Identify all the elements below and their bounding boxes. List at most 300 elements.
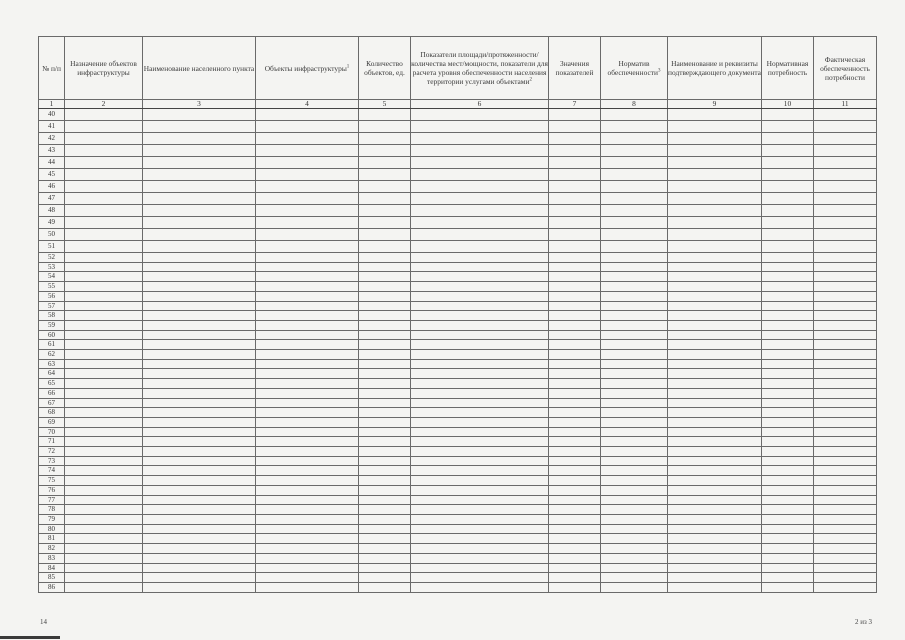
table-cell: [65, 121, 143, 133]
table-row: [39, 408, 877, 418]
table-cell: [359, 311, 411, 321]
table-cell: [762, 320, 814, 330]
row-number: 50: [39, 229, 65, 241]
table-cell: [762, 330, 814, 340]
table-cell: [814, 437, 877, 447]
table-cell: [143, 241, 256, 253]
table-cell: [549, 466, 601, 476]
table-cell: [359, 193, 411, 205]
table-cell: [762, 553, 814, 563]
table-cell: [359, 495, 411, 505]
table-cell: [359, 456, 411, 466]
row-number: 64: [39, 369, 65, 379]
table-cell: [411, 437, 549, 447]
table-cell: [814, 505, 877, 515]
table-cell: [65, 447, 143, 457]
table-row: [39, 340, 877, 350]
table-cell: [143, 534, 256, 544]
table-cell: [411, 133, 549, 145]
table-cell: [549, 524, 601, 534]
table-cell: [668, 379, 762, 389]
table-cell: [411, 388, 549, 398]
table-cell: [65, 456, 143, 466]
table-cell: [668, 181, 762, 193]
row-number: 51: [39, 241, 65, 253]
table-cell: [411, 311, 549, 321]
table-cell: [601, 398, 668, 408]
table-cell: [65, 272, 143, 282]
table-cell: [256, 320, 359, 330]
table-cell: [549, 359, 601, 369]
table-cell: [65, 505, 143, 515]
column-number: 7: [549, 100, 601, 109]
table-cell: [359, 253, 411, 263]
table-cell: [762, 427, 814, 437]
row-number: 54: [39, 272, 65, 282]
table-cell: [65, 514, 143, 524]
table-cell: [65, 169, 143, 181]
table-cell: [411, 417, 549, 427]
table-cell: [814, 524, 877, 534]
table-cell: [549, 109, 601, 121]
table-cell: [143, 282, 256, 292]
row-number: 42: [39, 133, 65, 145]
table-cell: [359, 544, 411, 554]
table-cell: [549, 320, 601, 330]
table-cell: [668, 311, 762, 321]
table-cell: [549, 505, 601, 515]
table-cell: [143, 205, 256, 217]
row-number: 74: [39, 466, 65, 476]
table-cell: [65, 241, 143, 253]
table-cell: [65, 563, 143, 573]
table-cell: [143, 476, 256, 486]
table-row: [39, 495, 877, 505]
table-cell: [143, 133, 256, 145]
row-number: 40: [39, 109, 65, 121]
table-cell: [143, 320, 256, 330]
table-cell: [549, 262, 601, 272]
table-cell: [814, 408, 877, 418]
table-cell: [668, 350, 762, 360]
table-cell: [668, 369, 762, 379]
table-cell: [668, 193, 762, 205]
table-row: [39, 573, 877, 583]
row-number: 45: [39, 169, 65, 181]
table-row: [39, 563, 877, 573]
table-cell: [65, 544, 143, 554]
table-cell: [143, 495, 256, 505]
header-supply-norm: Норматив обеспеченности$^3$: [601, 37, 668, 100]
table-cell: [814, 340, 877, 350]
table-cell: [668, 320, 762, 330]
table-cell: [762, 534, 814, 544]
table-cell: [814, 301, 877, 311]
table-row: [39, 369, 877, 379]
table-cell: [668, 485, 762, 495]
table-cell: [359, 582, 411, 592]
table-cell: [601, 379, 668, 389]
table-row: [39, 350, 877, 360]
table-row: [39, 320, 877, 330]
row-number: 82: [39, 544, 65, 554]
table-cell: [359, 109, 411, 121]
table-cell: [65, 330, 143, 340]
table-cell: [762, 495, 814, 505]
table-cell: [814, 229, 877, 241]
table-cell: [65, 217, 143, 229]
table-cell: [359, 514, 411, 524]
table-cell: [256, 193, 359, 205]
sheet-indicator: 2 из 3: [855, 618, 873, 626]
row-number: 69: [39, 417, 65, 427]
table-row: [39, 262, 877, 272]
table-cell: [814, 121, 877, 133]
table-cell: [411, 582, 549, 592]
table-cell: [814, 447, 877, 457]
table-cell: [359, 157, 411, 169]
table-row: [39, 485, 877, 495]
table-cell: [814, 350, 877, 360]
table-cell: [668, 157, 762, 169]
table-cell: [601, 193, 668, 205]
table-cell: [814, 582, 877, 592]
column-number: 6: [411, 100, 549, 109]
table-cell: [411, 544, 549, 554]
table-cell: [256, 505, 359, 515]
table-cell: [256, 456, 359, 466]
table-cell: [65, 553, 143, 563]
table-cell: [668, 359, 762, 369]
table-cell: [359, 427, 411, 437]
table-cell: [668, 495, 762, 505]
table-cell: [411, 181, 549, 193]
row-number: 61: [39, 340, 65, 350]
table-cell: [601, 417, 668, 427]
table-cell: [256, 476, 359, 486]
table-cell: [143, 553, 256, 563]
table-row: [39, 229, 877, 241]
table-cell: [762, 311, 814, 321]
table-cell: [814, 282, 877, 292]
table-cell: [549, 456, 601, 466]
row-number: 67: [39, 398, 65, 408]
table-cell: [411, 145, 549, 157]
table-cell: [601, 437, 668, 447]
table-cell: [359, 369, 411, 379]
table-cell: [256, 514, 359, 524]
row-number: 60: [39, 330, 65, 340]
table-cell: [65, 485, 143, 495]
table-row: [39, 447, 877, 457]
table-cell: [256, 427, 359, 437]
table-cell: [762, 205, 814, 217]
table-cell: [668, 340, 762, 350]
table-cell: [256, 534, 359, 544]
table-cell: [411, 466, 549, 476]
table-cell: [65, 582, 143, 592]
table-cell: [549, 379, 601, 389]
table-body: [39, 109, 877, 593]
table-row: [39, 253, 877, 263]
table-cell: [762, 408, 814, 418]
table-row: [39, 181, 877, 193]
table-cell: [668, 262, 762, 272]
table-cell: [549, 553, 601, 563]
table-cell: [814, 133, 877, 145]
table-row: [39, 311, 877, 321]
table-cell: [256, 229, 359, 241]
table-cell: [814, 253, 877, 263]
row-number: 66: [39, 388, 65, 398]
header-normative-need: Нормативная потребность: [762, 37, 814, 100]
table-cell: [601, 534, 668, 544]
row-number: 57: [39, 301, 65, 311]
table-cell: [668, 109, 762, 121]
table-row: [39, 272, 877, 282]
table-cell: [65, 427, 143, 437]
row-number: 44: [39, 157, 65, 169]
table-cell: [668, 582, 762, 592]
table-cell: [359, 408, 411, 418]
table-cell: [65, 350, 143, 360]
table-cell: [814, 241, 877, 253]
table-cell: [814, 157, 877, 169]
table-cell: [549, 169, 601, 181]
table-cell: [65, 437, 143, 447]
table-cell: [411, 340, 549, 350]
table-cell: [668, 241, 762, 253]
table-row: [39, 476, 877, 486]
table-cell: [359, 524, 411, 534]
table-cell: [411, 495, 549, 505]
table-cell: [668, 505, 762, 515]
table-cell: [256, 145, 359, 157]
table-cell: [814, 514, 877, 524]
table-cell: [601, 282, 668, 292]
table-cell: [65, 398, 143, 408]
table-cell: [256, 582, 359, 592]
table-cell: [601, 229, 668, 241]
table-cell: [549, 388, 601, 398]
table-cell: [814, 388, 877, 398]
table-cell: [143, 217, 256, 229]
table-cell: [359, 398, 411, 408]
table-cell: [814, 272, 877, 282]
table-cell: [814, 359, 877, 369]
table-cell: [814, 145, 877, 157]
table-cell: [65, 301, 143, 311]
row-number: 41: [39, 121, 65, 133]
header-infrastructure-purpose: Назначение объектов инфраструктуры: [65, 37, 143, 100]
table-cell: [143, 169, 256, 181]
table-cell: [65, 145, 143, 157]
table-cell: [601, 330, 668, 340]
table-cell: [668, 466, 762, 476]
table-cell: [668, 514, 762, 524]
table-cell: [143, 272, 256, 282]
table-cell: [549, 133, 601, 145]
row-number: 78: [39, 505, 65, 515]
table-cell: [549, 157, 601, 169]
table-cell: [411, 514, 549, 524]
table-cell: [814, 379, 877, 389]
table-cell: [256, 485, 359, 495]
table-cell: [762, 217, 814, 229]
table-cell: [668, 476, 762, 486]
table-cell: [411, 272, 549, 282]
table-row: [39, 241, 877, 253]
table-cell: [65, 157, 143, 169]
table-cell: [256, 253, 359, 263]
table-cell: [762, 388, 814, 398]
row-number: 77: [39, 495, 65, 505]
table-cell: [143, 311, 256, 321]
table-row: [39, 524, 877, 534]
table-cell: [814, 193, 877, 205]
table-cell: [359, 476, 411, 486]
table-cell: [143, 437, 256, 447]
table-cell: [549, 272, 601, 282]
table-cell: [601, 253, 668, 263]
table-cell: [549, 229, 601, 241]
table-cell: [762, 563, 814, 573]
table-row: [39, 157, 877, 169]
row-number: 43: [39, 145, 65, 157]
table-cell: [762, 369, 814, 379]
table-cell: [601, 573, 668, 583]
table-cell: [256, 544, 359, 554]
table-cell: [668, 282, 762, 292]
table-cell: [65, 193, 143, 205]
table-cell: [256, 205, 359, 217]
header-indicators: Показатели площади/протяженности/количества мест/мощности, показатели для расчета уровня обеспеченности населения территории услугами объектами$^2$: [411, 37, 549, 100]
table-cell: [762, 573, 814, 583]
table-cell: [411, 447, 549, 457]
table-cell: [256, 553, 359, 563]
table-cell: [256, 241, 359, 253]
table-cell: [601, 388, 668, 398]
table-cell: [762, 485, 814, 495]
header-row-number: № п/п: [39, 37, 65, 100]
table-row: [39, 456, 877, 466]
table-cell: [814, 466, 877, 476]
row-number: 76: [39, 485, 65, 495]
column-number: 8: [601, 100, 668, 109]
table-cell: [762, 169, 814, 181]
table-cell: [411, 524, 549, 534]
table-cell: [65, 408, 143, 418]
table-cell: [762, 145, 814, 157]
table-cell: [814, 109, 877, 121]
table-cell: [143, 514, 256, 524]
table-cell: [359, 320, 411, 330]
table-cell: [549, 217, 601, 229]
table-cell: [668, 145, 762, 157]
table-cell: [601, 169, 668, 181]
table-cell: [762, 291, 814, 301]
table-cell: [143, 350, 256, 360]
table-cell: [411, 193, 549, 205]
table-cell: [762, 282, 814, 292]
row-number: 58: [39, 311, 65, 321]
table-row: [39, 330, 877, 340]
header-actual-supply: Фактическая обеспеченность потребности: [814, 37, 877, 100]
table-cell: [143, 456, 256, 466]
table-cell: [601, 514, 668, 524]
table-cell: [65, 133, 143, 145]
table-cell: [359, 217, 411, 229]
table-cell: [549, 369, 601, 379]
table-row: [39, 379, 877, 389]
table-cell: [411, 369, 549, 379]
table-cell: [601, 544, 668, 554]
table-cell: [814, 398, 877, 408]
table-cell: [601, 262, 668, 272]
table-cell: [549, 282, 601, 292]
table-cell: [601, 447, 668, 457]
table-cell: [549, 350, 601, 360]
table-cell: [65, 417, 143, 427]
table-cell: [256, 563, 359, 573]
table-cell: [549, 582, 601, 592]
row-number: 53: [39, 262, 65, 272]
table-cell: [549, 340, 601, 350]
table-cell: [814, 262, 877, 272]
table-cell: [359, 282, 411, 292]
header-object-count: Количество объектов, ед.: [359, 37, 411, 100]
table-cell: [549, 241, 601, 253]
table-cell: [65, 181, 143, 193]
table-cell: [762, 253, 814, 263]
table-cell: [143, 359, 256, 369]
table-cell: [256, 379, 359, 389]
table-cell: [814, 369, 877, 379]
table-row: [39, 301, 877, 311]
table-cell: [668, 133, 762, 145]
header-indicator-values: Значения показателей: [549, 37, 601, 100]
table-cell: [601, 157, 668, 169]
column-number-row: [39, 100, 877, 109]
table-cell: [411, 253, 549, 263]
table-cell: [359, 573, 411, 583]
table-cell: [256, 181, 359, 193]
table-row: [39, 398, 877, 408]
table-cell: [65, 282, 143, 292]
table-cell: [65, 311, 143, 321]
table-cell: [65, 476, 143, 486]
table-cell: [668, 417, 762, 427]
row-number: 86: [39, 582, 65, 592]
table-cell: [143, 388, 256, 398]
table-cell: [549, 205, 601, 217]
table-cell: [601, 205, 668, 217]
table-cell: [762, 359, 814, 369]
row-number: 79: [39, 514, 65, 524]
row-number: 59: [39, 320, 65, 330]
table-cell: [814, 485, 877, 495]
table-cell: [65, 534, 143, 544]
column-number: 1: [39, 100, 65, 109]
table-cell: [143, 398, 256, 408]
table-cell: [814, 205, 877, 217]
column-number: 9: [668, 100, 762, 109]
table-cell: [411, 291, 549, 301]
table-cell: [814, 417, 877, 427]
page-number: 14: [40, 618, 47, 626]
column-number: 3: [143, 100, 256, 109]
table-cell: [549, 563, 601, 573]
